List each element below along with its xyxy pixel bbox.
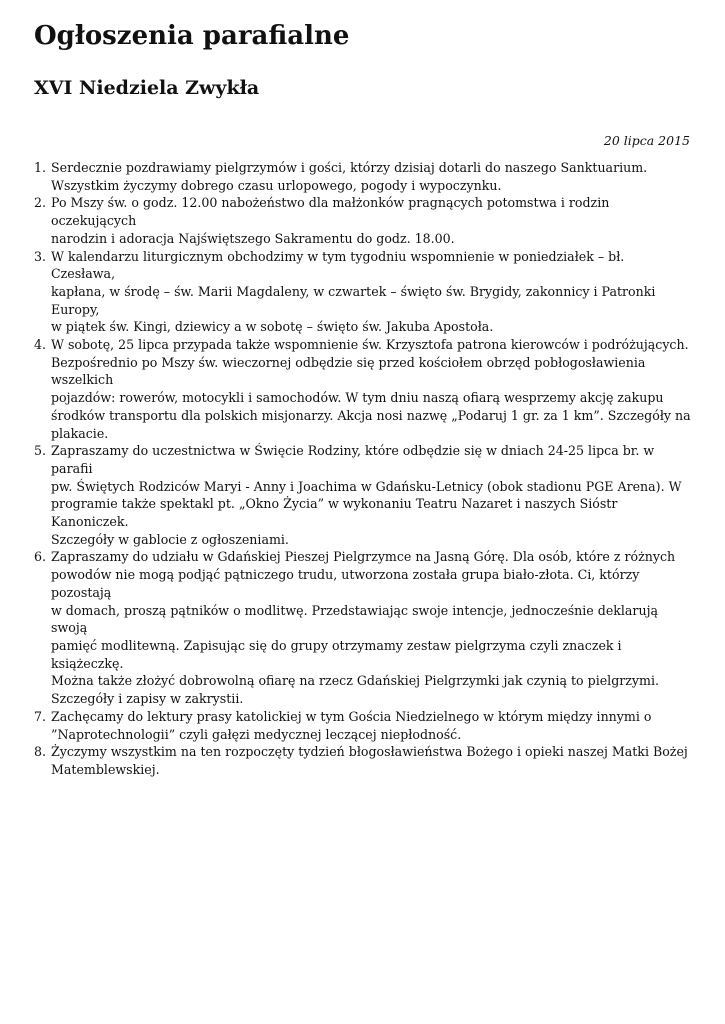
item-text: Serdecznie pozdrawiamy pielgrzymów i gości, którzy dzisiaj dotarli do naszego Sanktuarium. Wszystkim życzymy dobrego czasu urlopowego, pogody i wypoczynku. — [51, 160, 648, 193]
page-title: Ogłoszenia parafialne — [34, 21, 350, 51]
announcement-item — [34, 336, 691, 442]
item-number: 7. — [34, 708, 47, 724]
item-text: Życzymy wszystkim na ten rozpoczęty tydzień błogosławieństwa Bożego i opieki naszej Matki Bożej Matemblewskiej. — [51, 744, 688, 777]
announcement-item — [34, 743, 691, 778]
item-number: 2. — [34, 195, 47, 211]
item-text: W kalendarzu liturgicznym obchodzimy w tym tygodniu wspomnienie w poniedziałek – bł. Czesława, kapłana, w środę – św. Marii Magdaleny, w czwartek – święto św. Brygidy, zakonnicy i Patronki Europy, w piątek św. Kingi, dziewicy a w sobotę – święto św. Jakuba Apostoła. — [51, 248, 656, 335]
item-text: W sobotę, 25 lipca przypada także wspomnienie św. Krzysztofa patrona kierowców i podróżujących. Bezpośrednio po Mszy św. wieczornej odbędzie się przed kościołem obrzęd pobłogosławienia wszelkich pojazdów: rowerów, motocykli i samochodów. W tym dniu naszą ofiarą wesprzemy akcję zakupu środków transportu dla polskich misjonarzy. Akcja nosi nazwę „Podaruj 1 gr. za 1 km”. Szczegóły na plakacie. — [51, 337, 691, 441]
item-number: 5. — [34, 443, 47, 459]
item-number: 8. — [34, 744, 47, 760]
announcement-item — [34, 248, 691, 337]
announcement-item — [34, 442, 691, 548]
item-text: Zachęcamy do lektury prasy katolickiej w tym Gościa Niedzielnego w którym między innymi o ”Naprotechnologii” czyli gałęzi medycznej leczącej niepłodność. — [51, 708, 652, 742]
announcement-item — [34, 548, 691, 707]
item-text: Po Mszy św. o godz. 12.00 nabożeństwo dla małżonków pragnących potomstwa i rodzin oczekujących narodzin i adoracja Najświętszego Sakramentu do godz. 18.00. — [51, 195, 610, 246]
item-number: 3. — [34, 248, 47, 264]
announcements-list — [34, 159, 691, 779]
announcement-item — [34, 708, 691, 743]
item-number: 1. — [34, 160, 47, 175]
announcement-item — [34, 194, 691, 247]
item-text: Zapraszamy do uczestnictwa w Święcie Rodziny, które odbędzie się w dniach 24-25 lipca br. w parafii pw. Świętych Rodziców Maryi - Anny i Joachima w Gdańsku-Letnicy (obok stadionu PGE Arena). W programie także spektakl pt. „Okno Życia” w wykonaniu Teatru Nazaret i naszych Sióstr Kanoniczek. Szczegóły w gablocie z ogłoszeniami. — [51, 443, 682, 547]
item-number: 6. — [34, 549, 47, 565]
page-subtitle: XVI Niedziela Zwykła — [34, 77, 260, 99]
announcement-item — [34, 159, 691, 194]
item-text: Zapraszamy do udziału w Gdańskiej Pieszej Pielgrzymce na Jasną Górę. Dla osób, które z różnych powodów nie mogą podjąć pątniczego trudu, utworzona została grupa biało-złota. Ci, którzy pozostają w domach, proszą pątników o modlitwę. Przedstawiając swoje intencje, jednocześnie deklarują swoją pamięć modlitewną. Zapisując się do grupy otrzymamy zestaw pielgrzyma czyli znaczek i książeczkę. Można także złożyć dobrowolną ofiarę na rzecz Gdańskiej Pielgrzymki jak czynią to pielgrzymi. Szczegóły i zapisy w zakrystii. — [51, 549, 676, 707]
date-line: 20 lipca 2015 — [603, 133, 690, 148]
item-number: 4. — [34, 337, 47, 353]
